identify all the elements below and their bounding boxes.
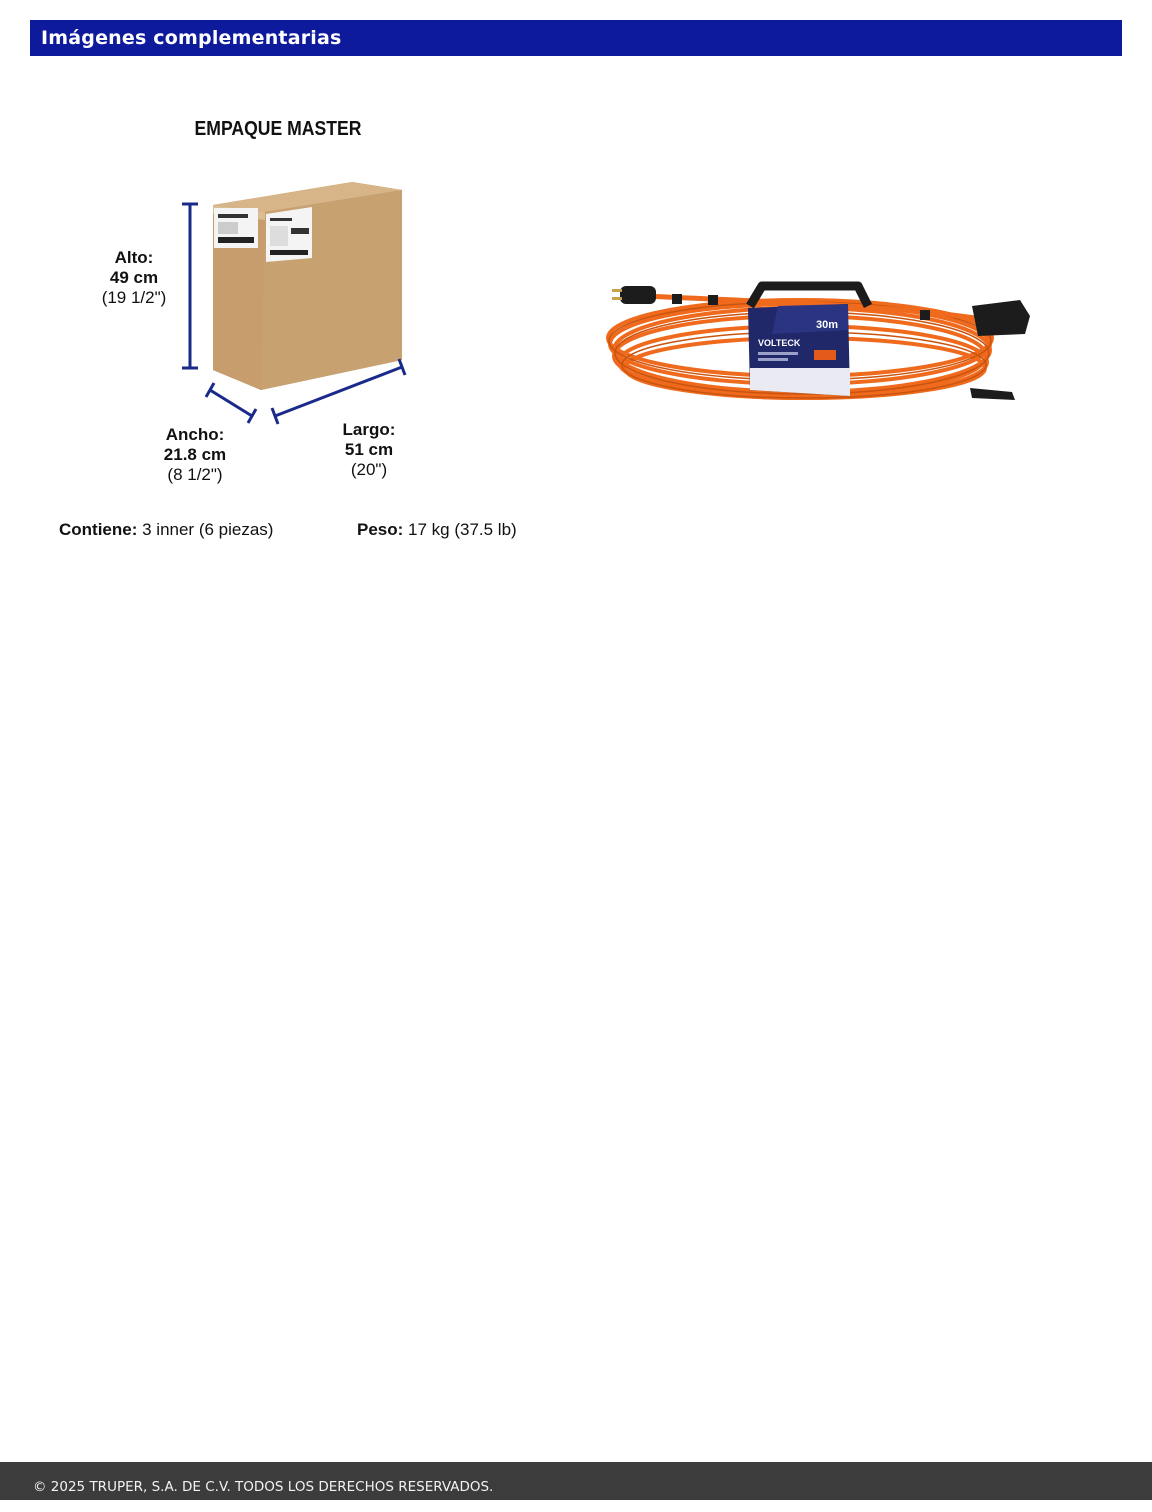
alto-imperial: (19 1/2") <box>101 288 167 307</box>
ancho-metric: 21.8 cm <box>163 445 227 464</box>
dimension-ancho <box>150 425 240 485</box>
ancho-label: Ancho: <box>165 425 225 444</box>
alto-metric: 49 cm <box>109 268 159 287</box>
alto-label: Alto: <box>114 248 154 267</box>
largo-imperial: (20") <box>350 460 388 479</box>
contiene-label: Contiene: <box>59 520 138 539</box>
ancho-imperial: (8 1/2") <box>167 465 223 484</box>
extension-cord-image <box>600 270 1040 410</box>
master-pack-title: EMPAQUE MASTER <box>194 118 362 140</box>
peso-value: 17 kg (37.5 lb) <box>403 520 517 539</box>
contiene-spec <box>59 520 273 540</box>
section-header: Imágenes complementarias <box>30 20 1122 56</box>
length-badge-text: 30m <box>816 319 839 331</box>
largo-metric: 51 cm <box>344 440 394 459</box>
footer-copyright: © 2025 TRUPER, S.A. DE C.V. TODOS LOS DERECHOS RESERVADOS. <box>0 1462 1152 1500</box>
peso-label: Peso: <box>357 520 404 539</box>
contiene-value: 3 inner (6 piezas) <box>137 520 274 539</box>
master-box-image <box>170 170 420 440</box>
largo-label: Largo: <box>342 420 396 439</box>
peso-spec <box>357 520 517 540</box>
dimension-alto <box>96 248 172 308</box>
dimension-largo <box>330 420 408 480</box>
brand-text: VOLTECK <box>758 338 801 348</box>
